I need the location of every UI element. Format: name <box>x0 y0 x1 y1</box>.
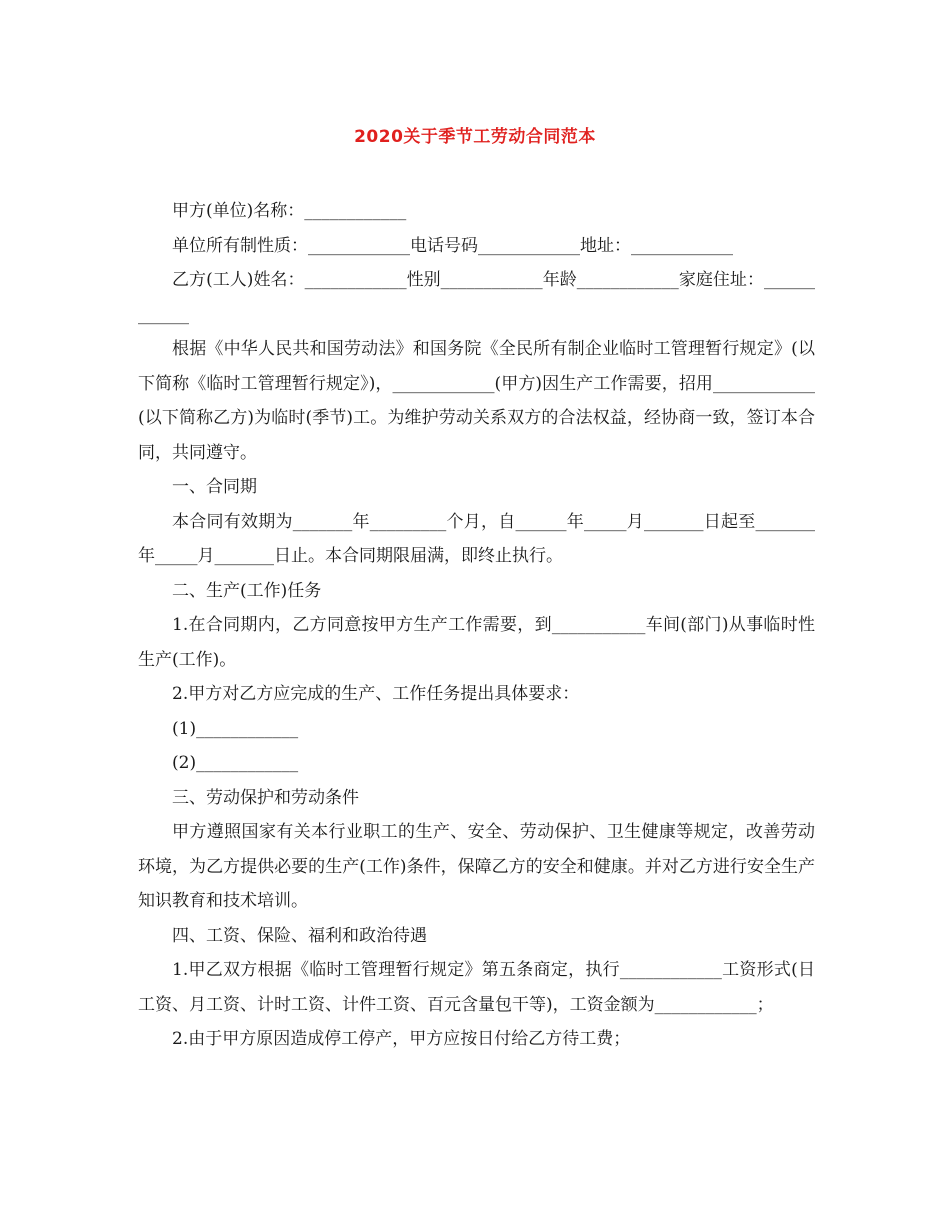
wages-clause-2: 2.由于甲方原因造成停工停产，甲方应按日付给乙方待工费； <box>172 1029 631 1049</box>
task-item-1: (1)____________ <box>172 718 299 739</box>
section-heading-tasks: 二、生产(工作)任务 <box>172 580 322 601</box>
task-item-2: (2)____________ <box>172 753 299 773</box>
party-b-info-line: 乙方(工人)姓名：____________性别____________年龄____________家庭住址：____________ <box>138 270 815 325</box>
task-clause-1: 1.在合同期内，乙方同意按甲方生产工作需要，到___________车间(部门)从事临时性生产(工作)。 <box>138 615 815 670</box>
wages-clause-1: 1.甲乙双方根据《临时工管理暂行规定》第五条商定，执行____________工资形式(日工资、月工资、计时工资、计件工资、百元含量包干等)，工资金额为____________； <box>138 960 815 1015</box>
document-body <box>138 194 815 1057</box>
section-heading-wages: 四、工资、保险、福利和政治待遇 <box>172 925 427 946</box>
labor-protection-paragraph: 甲方遵照国家有关本行业职工的生产、安全、劳动保护、卫生健康等规定，改善劳动环境，为乙方提供必要的生产(工作)条件，保障乙方的安全和健康。并对乙方进行安全生产知识教育和技术培训。 <box>138 822 815 911</box>
contract-term-paragraph: 本合同有效期为_______年_________个月，自______年_____月_______日起至_______年_____月_______日止。本合同期限届满，即终止执行。 <box>138 511 815 566</box>
ownership-phone-address-line: 单位所有制性质：____________电话号码____________地址：____________ <box>172 235 733 256</box>
preamble-paragraph: 根据《中华人民共和国劳动法》和国务院《全民所有制企业临时工管理暂行规定》(以下简称《临时工管理暂行规定》)，____________(甲方)因生产工作需要，招用____________(以下简称乙方)为临时(季节)工。为维护劳动关系双方的合法权益，经协商一致，签订本合同，共同遵守。 <box>138 339 815 463</box>
document-title: 2020关于季节工劳动合同范本 <box>354 127 596 147</box>
section-heading-labor-protection: 三、劳动保护和劳动条件 <box>172 787 359 808</box>
section-heading-contract-term: 一、合同期 <box>172 477 257 497</box>
task-clause-2: 2.甲方对乙方应完成的生产、工作任务提出具体要求： <box>172 684 580 704</box>
party-a-name-line: 甲方(单位)名称：____________ <box>172 201 407 221</box>
